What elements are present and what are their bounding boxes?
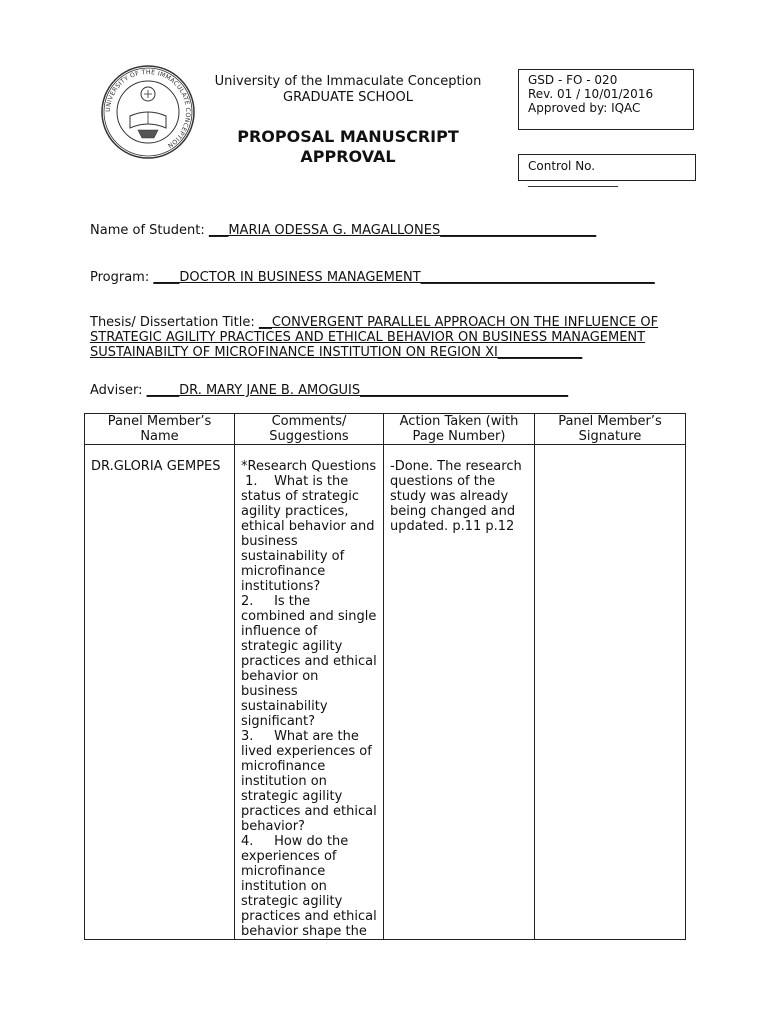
- form-revision: Rev. 01 / 10/01/2016: [528, 87, 654, 101]
- thesis-title-line1: __CONVERGENT PARALLEL APPROACH ON THE INFLUENCE OF: [258, 315, 659, 330]
- form-title-line2: APPROVAL: [300, 147, 396, 166]
- program-value: ____DOCTOR IN BUSINESS MANAGEMENT____________________________________: [153, 270, 655, 285]
- student-name-value: ___MARIA ODESSA G. MAGALLONES________________________: [208, 223, 597, 238]
- student-name-field: [90, 223, 596, 238]
- control-number-box: [518, 154, 696, 187]
- thesis-title-line2: STRATEGIC AGILITY PRACTICES AND ETHICAL BEHAVIOR ON BUSINESS MANAGEMENT: [90, 330, 646, 345]
- adviser-value: _____DR. MARY JANE B. AMOGUIS________________________________: [146, 383, 569, 398]
- seal-ring-text: UNIVERSITY OF THE IMMACULATE CONCEPTION: [104, 68, 192, 150]
- header-signature: Panel Member’s Signature: [535, 414, 686, 445]
- adviser-label: Adviser:: [90, 383, 147, 398]
- university-seal-icon: [100, 64, 196, 160]
- panel-table: [84, 413, 686, 940]
- thesis-title-line3: SUSTAINABILTY OF MICROFINANCE INSTITUTION ON REGION XI_____________: [90, 345, 583, 360]
- control-number: Control No. _______________: [528, 159, 618, 187]
- thesis-title-field: [90, 315, 690, 360]
- form-code: GSD - FO - 020: [528, 73, 618, 87]
- adviser-field: [90, 383, 568, 398]
- form-title-line1: PROPOSAL MANUSCRIPT: [237, 127, 459, 146]
- panel-comments: *Research Questions 1. What is the status of strategic agility practices, ethical behavior and business sustainability of microfinance institutions? 2. Is the combined and single influence of strategic agility practices and ethical behavior on business sustainability significant? 3. What are the lived experiences of microfinance institution on strategic agility practices and ethical behavior? 4. How do the experiences of microfinance institution on strategic agility practices and ethical behavior shape the: [235, 445, 384, 940]
- header-action-taken: Action Taken (with Page Number): [384, 414, 535, 445]
- school-name: GRADUATE SCHOOL: [283, 90, 413, 105]
- form-title: [200, 127, 496, 167]
- panel-action-taken: -Done. The research questions of the study was already being changed and updated. p.11 p.12: [384, 445, 535, 940]
- thesis-title-label: Thesis/ Dissertation Title:: [90, 315, 259, 330]
- university-name: University of the Immaculate Conception: [214, 74, 482, 89]
- form-approved-by: Approved by: IQAC: [528, 101, 641, 115]
- form-code-box: [518, 69, 694, 130]
- panel-table-header: [85, 414, 686, 445]
- header-comments: Comments/ Suggestions: [235, 414, 384, 445]
- program-label: Program:: [90, 270, 154, 285]
- header-panel-member-name: Panel Member’s Name: [85, 414, 235, 445]
- student-name-label: Name of Student:: [90, 223, 209, 238]
- table-row: [85, 445, 686, 940]
- university-header: [200, 74, 496, 106]
- program-field: [90, 270, 655, 285]
- panel-signature: [535, 445, 686, 940]
- panel-member-name: DR.GLORIA GEMPES: [85, 445, 235, 940]
